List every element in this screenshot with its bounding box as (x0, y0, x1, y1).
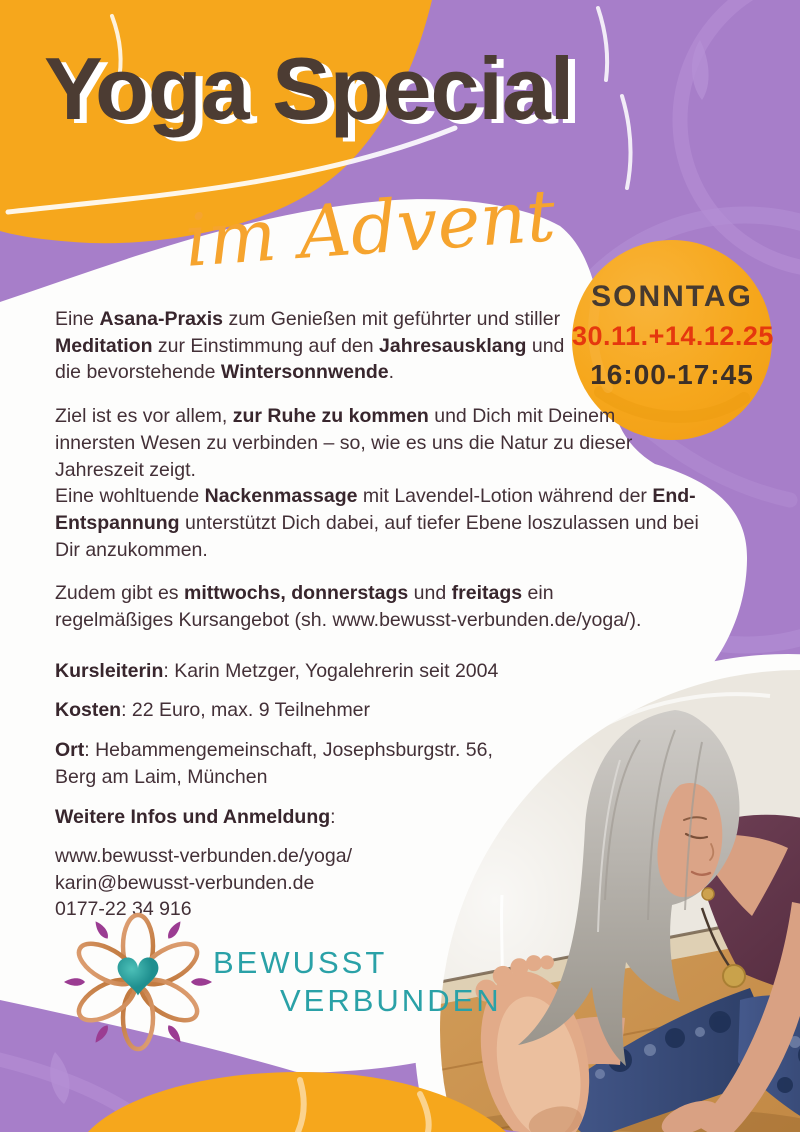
badge-dates: 30.11.+14.12.25 (572, 321, 774, 351)
detail-value: : Karin Metzger, Yogalehrerin seit 2004 (163, 659, 499, 682)
regular-courses-paragraph: Zudem gibt es mittwochs, donnerstags und freitags ein regelmäßiges Kursangebot (sh. www.bewusst-verbunden.de/yoga/). (55, 582, 642, 632)
intro-paragraph: Eine Asana-Praxis zum Genießen mit geführter und stiller Meditation zur Einstimmung auf den Jahresausklang und die bevorstehende Wintersonnwende. (55, 308, 565, 384)
logo-line1: BEWUSST (213, 945, 388, 980)
logo-wordmark (213, 947, 502, 1016)
contact-website: www.bewusst-verbunden.de/yoga/ (55, 845, 353, 868)
detail-label: Ort (55, 739, 85, 762)
logo-flower-icon (58, 902, 218, 1062)
detail-label: Kosten (55, 699, 122, 722)
detail-row-anmeldung (55, 804, 710, 831)
logo-line2: VERBUNDEN (280, 983, 502, 1018)
detail-row-kursleiterin (55, 658, 710, 685)
badge-day-label: SONNTAG (591, 280, 753, 313)
detail-label: Kursleiterin (55, 659, 164, 682)
body-copy (55, 306, 710, 922)
contact-phone: 0177-22 34 916 (55, 897, 192, 920)
bottom-orange-blob (0, 1060, 800, 1132)
page-subtitle: im Advent (182, 173, 558, 283)
goal-paragraph: Ziel ist es vor allem, zur Ruhe zu kommen und Dich mit Deinem innersten Wesen zu verbinden – so, wie es uns die Natur zu dieser Jahreszeit zeigt. (55, 405, 633, 481)
massage-paragraph: Eine wohltuende Nackenmassage mit Lavendel-Lotion während der End-Entspannung unterstützt Dich dabei, auf tiefer Ebene loszulassen und bei Dir anzukommen. (55, 485, 699, 561)
pendant (723, 965, 745, 987)
detail-row-ort (55, 737, 535, 790)
detail-value: : (330, 805, 336, 828)
heart-icon (118, 957, 159, 995)
detail-label: Weitere Infos und Anmeldung (55, 805, 331, 828)
detail-value: : Hebammengemeinschaft, Josephsburgstr. 56, Berg am Laim, München (55, 739, 493, 788)
badge-time: 16:00-17:45 (590, 359, 754, 390)
contact-email: karin@bewusst-verbunden.de (55, 871, 315, 894)
page-title: Yoga Special (44, 39, 574, 138)
detail-row-kosten (55, 697, 710, 724)
detail-value: : 22 Euro, max. 9 Teilnehmer (121, 699, 371, 722)
